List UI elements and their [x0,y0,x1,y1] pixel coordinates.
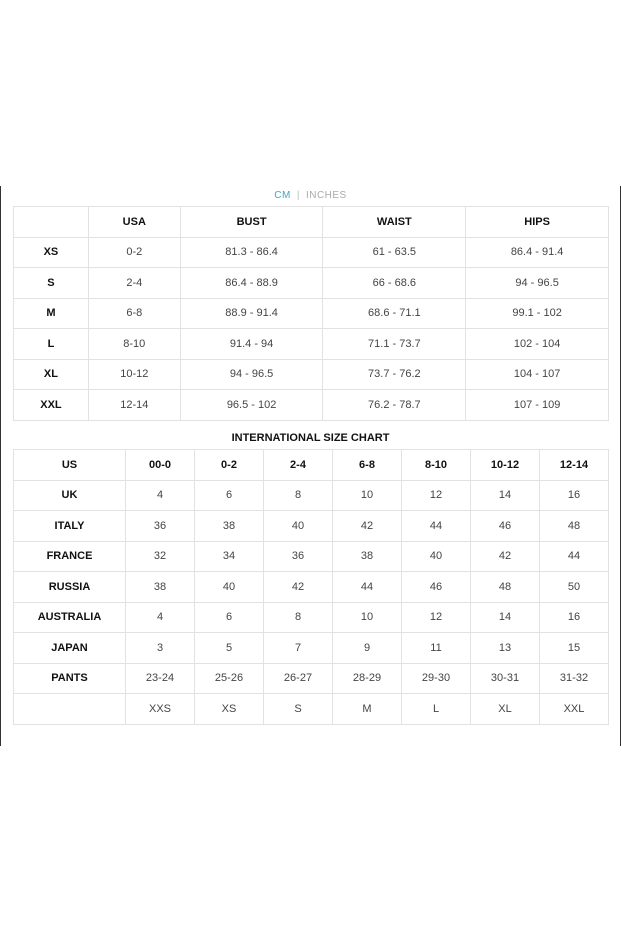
table-cell: 88.9 - 91.4 [180,298,323,329]
table-row [14,572,609,603]
table-row [14,268,609,299]
table-cell: 61 - 63.5 [323,237,466,268]
table-cell: 48 [471,572,540,603]
intl-table-header-row [14,450,609,481]
size-label-cell: XL [14,359,89,390]
intl-table-header: US [14,450,126,481]
table-cell: 40 [402,541,471,572]
table-cell: 102 - 104 [466,329,609,360]
table-cell: 14 [471,480,540,511]
table-cell: 6 [195,602,264,633]
intl-size-table [13,449,609,725]
table-cell: 31-32 [540,663,609,694]
table-cell: 104 - 107 [466,359,609,390]
intl-table-header: 0-2 [195,450,264,481]
table-row [14,359,609,390]
table-cell: 16 [540,480,609,511]
table-cell: 38 [126,572,195,603]
table-cell: 13 [471,633,540,664]
table-cell: 44 [402,511,471,542]
table-cell: 44 [333,572,402,603]
table-cell: 10 [333,480,402,511]
table-row [14,511,609,542]
table-row [14,237,609,268]
table-cell: XL [471,694,540,725]
intl-chart-title: INTERNATIONAL SIZE CHART [231,432,390,444]
table-row [14,329,609,360]
table-cell: 15 [540,633,609,664]
table-cell: 23-24 [126,663,195,694]
size-label-cell: S [14,268,89,299]
table-cell: 46 [471,511,540,542]
table-cell: 48 [540,511,609,542]
size-label-cell: M [14,298,89,329]
table-cell: 40 [195,572,264,603]
table-row [14,633,609,664]
table-cell: 10 [333,602,402,633]
country-label-cell: UK [14,480,126,511]
table-cell: 86.4 - 88.9 [180,268,323,299]
table-cell: XS [195,694,264,725]
table-row [14,298,609,329]
table-cell: 71.1 - 73.7 [323,329,466,360]
size-table-header: USA [88,207,180,238]
intl-table-header: 12-14 [540,450,609,481]
table-cell: S [264,694,333,725]
country-label-cell: PANTS [14,663,126,694]
table-cell: 0-2 [88,237,180,268]
table-cell: XXS [126,694,195,725]
size-label-cell: L [14,329,89,360]
country-label-cell: RUSSIA [14,572,126,603]
size-table-header [14,207,89,238]
intl-table-header: 2-4 [264,450,333,481]
table-cell: 4 [126,480,195,511]
table-cell: 42 [333,511,402,542]
table-cell: 32 [126,541,195,572]
table-cell: 42 [264,572,333,603]
unit-inches-link[interactable]: INCHES [305,190,347,201]
table-cell: 44 [540,541,609,572]
size-label-cell: XXL [14,390,89,421]
table-row [14,602,609,633]
table-cell: XXL [540,694,609,725]
table-cell: 8 [264,602,333,633]
table-cell: 16 [540,602,609,633]
table-cell: 14 [471,602,540,633]
size-table [13,206,609,421]
table-cell: 28-29 [333,663,402,694]
table-cell: 40 [264,511,333,542]
table-row [14,694,609,725]
table-cell: 94 - 96.5 [180,359,323,390]
table-cell: 6-8 [88,298,180,329]
table-row [14,663,609,694]
table-cell: 66 - 68.6 [323,268,466,299]
table-cell: 91.4 - 94 [180,329,323,360]
table-cell: 94 - 96.5 [466,268,609,299]
table-cell: 73.7 - 76.2 [323,359,466,390]
intl-table-header: 8-10 [402,450,471,481]
table-cell: 46 [402,572,471,603]
size-table-header: WAIST [323,207,466,238]
table-cell: 25-26 [195,663,264,694]
table-cell: 12 [402,480,471,511]
size-label-cell: XS [14,237,89,268]
table-cell: 5 [195,633,264,664]
table-cell: 81.3 - 86.4 [180,237,323,268]
intl-table-header: 10-12 [471,450,540,481]
size-table-header: HIPS [466,207,609,238]
table-cell: 2-4 [88,268,180,299]
table-cell: 34 [195,541,264,572]
table-row [14,541,609,572]
table-cell: 29-30 [402,663,471,694]
table-cell: 8-10 [88,329,180,360]
table-cell: 12-14 [88,390,180,421]
table-row [14,480,609,511]
table-cell: 7 [264,633,333,664]
table-cell: 9 [333,633,402,664]
table-cell: 42 [471,541,540,572]
table-cell: L [402,694,471,725]
table-cell: 38 [195,511,264,542]
table-cell: 38 [333,541,402,572]
table-cell: 12 [402,602,471,633]
intl-table-header: 6-8 [333,450,402,481]
country-label-cell: JAPAN [14,633,126,664]
table-cell: 76.2 - 78.7 [323,390,466,421]
table-cell: 107 - 109 [466,390,609,421]
size-table-header-row [14,207,609,238]
country-label-cell: ITALY [14,511,126,542]
table-cell: 26-27 [264,663,333,694]
table-cell: M [333,694,402,725]
table-cell: 96.5 - 102 [180,390,323,421]
table-cell: 8 [264,480,333,511]
table-cell: 30-31 [471,663,540,694]
table-cell: 10-12 [88,359,180,390]
table-cell: 86.4 - 91.4 [466,237,609,268]
country-label-cell: FRANCE [14,541,126,572]
table-cell: 3 [126,633,195,664]
intl-table-header: 00-0 [126,450,195,481]
table-cell: 6 [195,480,264,511]
table-row [14,390,609,421]
table-cell: 36 [126,511,195,542]
country-label-cell: AUSTRALIA [14,602,126,633]
table-cell: 11 [402,633,471,664]
table-cell: 68.6 - 71.1 [323,298,466,329]
table-cell: 4 [126,602,195,633]
unit-cm-link[interactable]: CM [274,190,291,201]
table-cell: 50 [540,572,609,603]
table-cell: 99.1 - 102 [466,298,609,329]
unit-toggle [0,190,621,201]
country-label-cell [14,694,126,725]
size-table-header: BUST [180,207,323,238]
unit-separator: | [296,190,300,201]
table-cell: 36 [264,541,333,572]
